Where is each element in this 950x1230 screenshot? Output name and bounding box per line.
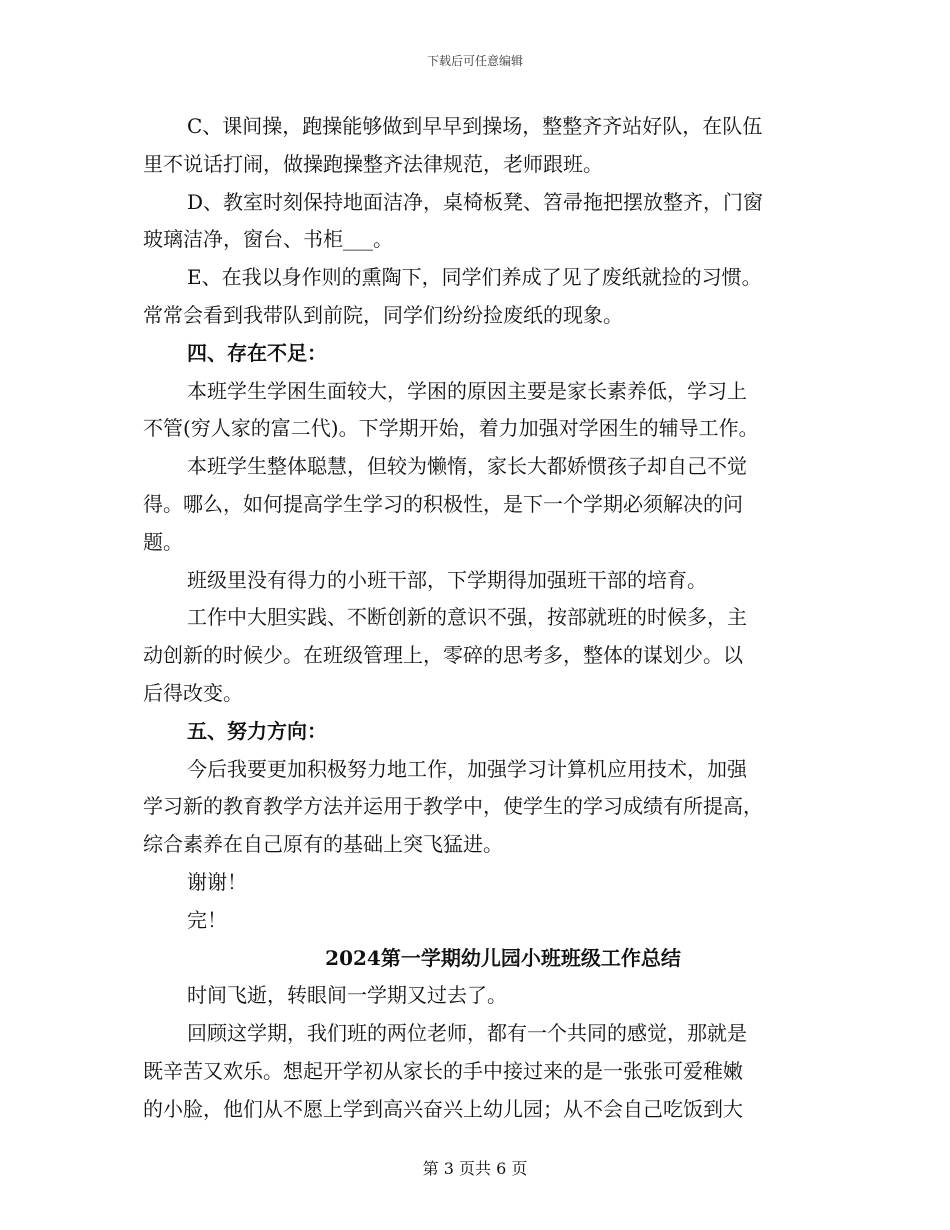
body-line: 本班学生学困生面较大，学困的原因主要是家长素养低，学习上 [187,378,747,403]
document-body [143,108,807,1129]
body-line: 综合素养在自己原有的基础上突飞猛进。 [143,832,503,857]
body-line: 不管(穷人家的富二代)。下学期开始，着力加强对学困生的辅导工作。 [143,416,759,441]
body-line: 里不说话打闹，做操跑操整齐法律规范，老师跟班。 [143,151,603,176]
body-line: 题。 [143,529,183,554]
body-line: 本班学生整体聪慧，但较为懒惰，家长大都娇惯孩子却自己不觉 [187,454,747,479]
body-line: 回顾这学期，我们班的两位老师，都有一个共同的感觉，那就是 [187,1021,747,1046]
body-line: 动创新的时候少。在班级管理上，零碎的思考多，整体的谋划少。以 [143,643,743,668]
page-number-footer: 第 3 页共 6 页 [422,1159,528,1178]
body-line: 完！ [187,907,227,932]
body-line: E、在我以身作则的熏陶下，同学们养成了见了废纸就捡的习惯。 [187,265,762,290]
body-line: C、课间操，跑操能够做到早早到操场，整整齐齐站好队，在队伍 [187,114,763,138]
page-header: 下载后可任意编辑 [426,54,523,68]
section-heading: 四、存在不足： [187,340,327,365]
section-heading: 五、努力方向： [187,718,327,743]
body-line: 学习新的教育教学方法并运用于教学中，使学生的学习成绩有所提高， [143,794,763,819]
body-line: 谢谢！ [187,869,247,894]
body-line: 的小脸，他们从不愿上学到高兴奋兴上幼儿园；从不会自己吃饭到大 [143,1096,743,1121]
body-line: 得。哪么，如何提高学生学习的积极性，是下一个学期必须解决的问 [143,491,743,516]
body-line: 时间飞逝，转眼间一学期又过去了。 [187,983,507,1008]
body-line: 常常会看到我带队到前院，同学们纷纷捡废纸的现象。 [143,302,623,327]
body-line: 工作中大胆实践、不断创新的意识不强，按部就班的时候多，主 [187,605,747,630]
body-line: 既辛苦又欢乐。想起开学初从家长的手中接过来的是一张张可爱稚嫩 [143,1058,743,1083]
body-line: D、教室时刻保持地面洁净，桌椅板凳、笤帚拖把摆放整齐，门窗 [187,189,764,214]
body-line: 后得改变。 [143,680,243,705]
document-title: 2024第一学期幼儿园小班班级工作总结 [325,945,681,970]
body-line: 今后我要更加积极努力地工作，加强学习计算机应用技术，加强 [187,756,747,781]
body-line: 班级里没有得力的小班干部，下学期得加强班干部的培育。 [187,567,707,592]
body-line: 玻璃洁净，窗台、书柜___。 [143,227,393,252]
